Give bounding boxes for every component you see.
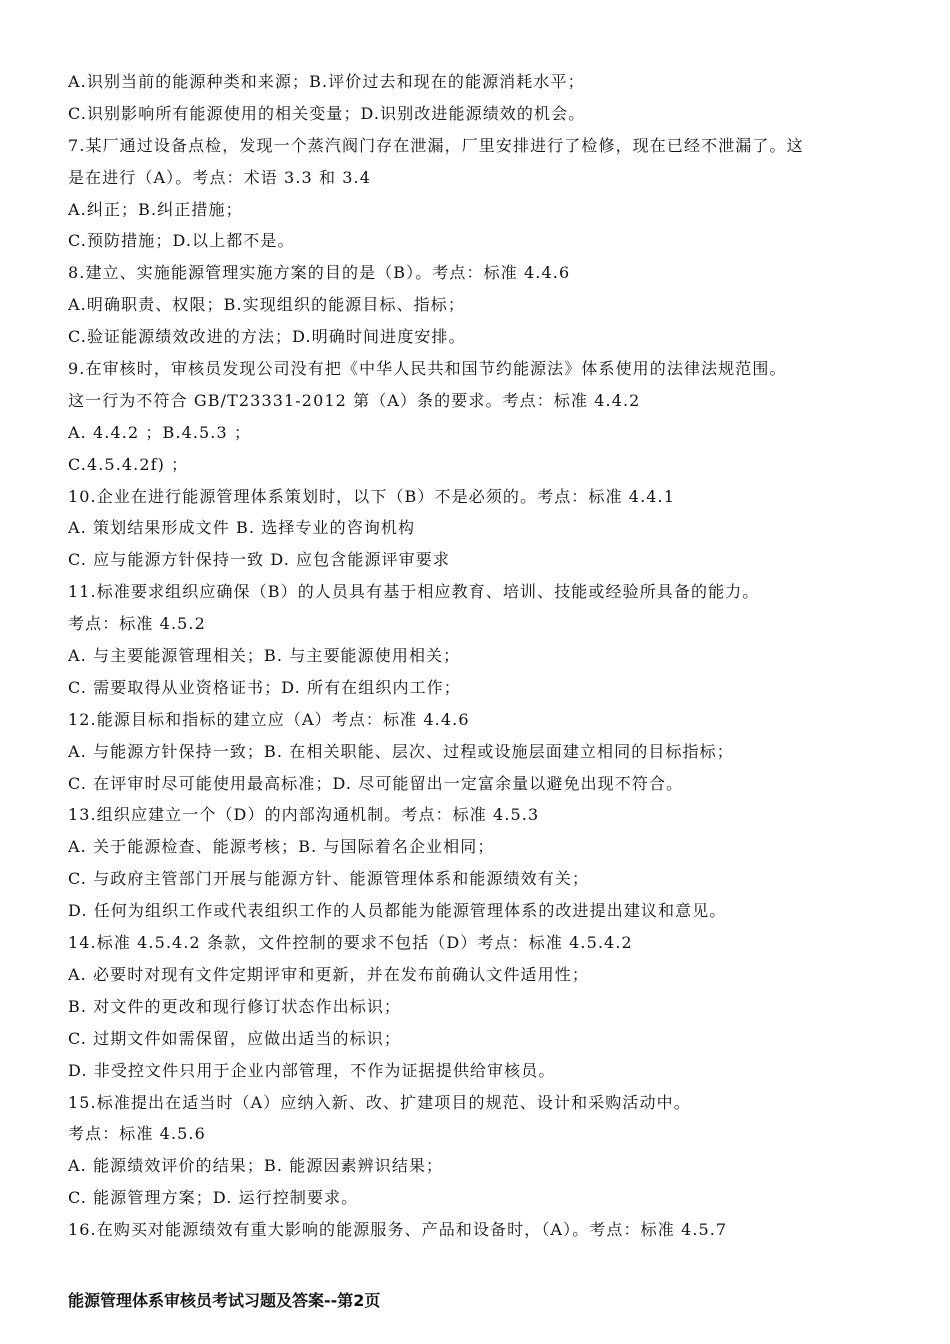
text-line: C.预防措施；D.以上都不是。 xyxy=(68,231,295,251)
text-line: A. 必要时对现有文件定期评审和更新，并在发布前确认文件适用性； xyxy=(68,964,589,984)
text-line: A. 4.4.2 ；B.4.5.3 ； xyxy=(68,422,252,442)
text-line: 10.企业在进行能源管理体系策划时，以下（B）不是必须的。考点：标准 4.4.1 xyxy=(68,486,676,506)
text-line: D. 任何为组织工作或代表组织工作的人员都能为能源管理体系的改进提出建议和意见。 xyxy=(68,901,727,921)
text-line: A. 与主要能源管理相关；B. 与主要能源使用相关； xyxy=(68,646,461,666)
text-line: D. 非受控文件只用于企业内部管理，不作为证据提供给审核员。 xyxy=(68,1060,556,1080)
text-line: C. 过期文件如需保留，应做出适当的标识； xyxy=(68,1028,401,1048)
text-line: 14.标准 4.5.4.2 条款，文件控制的要求不包括（D）考点：标准 4.5.4.2 xyxy=(68,933,633,953)
text-line: A. 策划结果形成文件 B. 选择专业的咨询机构 xyxy=(68,518,416,538)
text-line: 11.标准要求组织应确保（B）的人员具有基于相应教育、培训、技能或经验所具备的能力。 xyxy=(68,582,760,602)
text-line: C. 在评审时尽可能使用最高标准；D. 尽可能留出一定富余量以避免出现不符合。 xyxy=(68,773,684,793)
text-line: A. 与能源方针保持一致；B. 在相关职能、层次、过程或设施层面建立相同的目标指标； xyxy=(68,741,734,761)
text-line: 7.某厂通过设备点检，发现一个蒸汽阀门存在泄漏，厂里安排进行了检修，现在已经不泄漏了。这 xyxy=(68,135,804,155)
text-line: 12.能源目标和指标的建立应（A）考点：标准 4.4.6 xyxy=(68,709,470,729)
text-line: 8.建立、实施能源管理实施方案的目的是（B）。考点：标准 4.4.6 xyxy=(68,263,571,283)
text-line: C.4.5.4.2f) ； xyxy=(68,454,189,474)
text-line: C.识别影响所有能源使用的相关变量；D.识别改进能源绩效的机会。 xyxy=(68,103,586,123)
text-line: 16.在购买对能源绩效有重大影响的能源服务、产品和设备时，（A）。考点：标准 4.5.7 xyxy=(68,1220,728,1240)
document-body xyxy=(68,66,898,1246)
text-line: A. 关于能源检查、能源考核；B. 与国际着名企业相同； xyxy=(68,837,495,857)
text-line: B. 对文件的更改和现行修订状态作出标识； xyxy=(68,996,402,1016)
text-line: 13.组织应建立一个（D）的内部沟通机制。考点：标准 4.5.3 xyxy=(68,805,540,825)
text-line: 考点：标准 4.5.2 xyxy=(68,614,206,634)
page-footer: 能源管理体系审核员考试习题及答案--第2页 xyxy=(68,1291,381,1310)
text-line: 这一行为不符合 GB/T23331-2012 第（A）条的要求。考点：标准 4.4.2 xyxy=(68,390,641,410)
text-line: 是在进行（A）。考点：术语 3.3 和 3.4 xyxy=(68,167,372,187)
text-line: 9.在审核时，审核员发现公司没有把《中华人民共和国节约能源法》体系使用的法律法规范围。 xyxy=(68,359,787,379)
text-line: C. 与政府主管部门开展与能源方针、能源管理体系和能源绩效有关； xyxy=(68,869,590,889)
text-line: 考点：标准 4.5.6 xyxy=(68,1124,206,1144)
text-line: A. 能源绩效评价的结果；B. 能源因素辨识结果； xyxy=(68,1156,444,1176)
text-line: C. 应与能源方针保持一致 D. 应包含能源评审要求 xyxy=(68,550,450,570)
text-line: A.明确职责、权限；B.实现组织的能源目标、指标； xyxy=(68,295,465,315)
text-line: A.识别当前的能源种类和来源；B.评价过去和现在的能源消耗水平； xyxy=(68,72,585,91)
text-line: C.验证能源绩效改进的方法；D.明确时间进度安排。 xyxy=(68,327,466,347)
text-line: 15.标准提出在适当时（A）应纳入新、改、扩建项目的规范、设计和采购活动中。 xyxy=(68,1092,691,1112)
text-line: C. 能源管理方案；D. 运行控制要求。 xyxy=(68,1188,359,1208)
text-line: C. 需要取得从业资格证书；D. 所有在组织内工作； xyxy=(68,677,461,697)
text-line: A.纠正；B.纠正措施； xyxy=(68,199,243,219)
